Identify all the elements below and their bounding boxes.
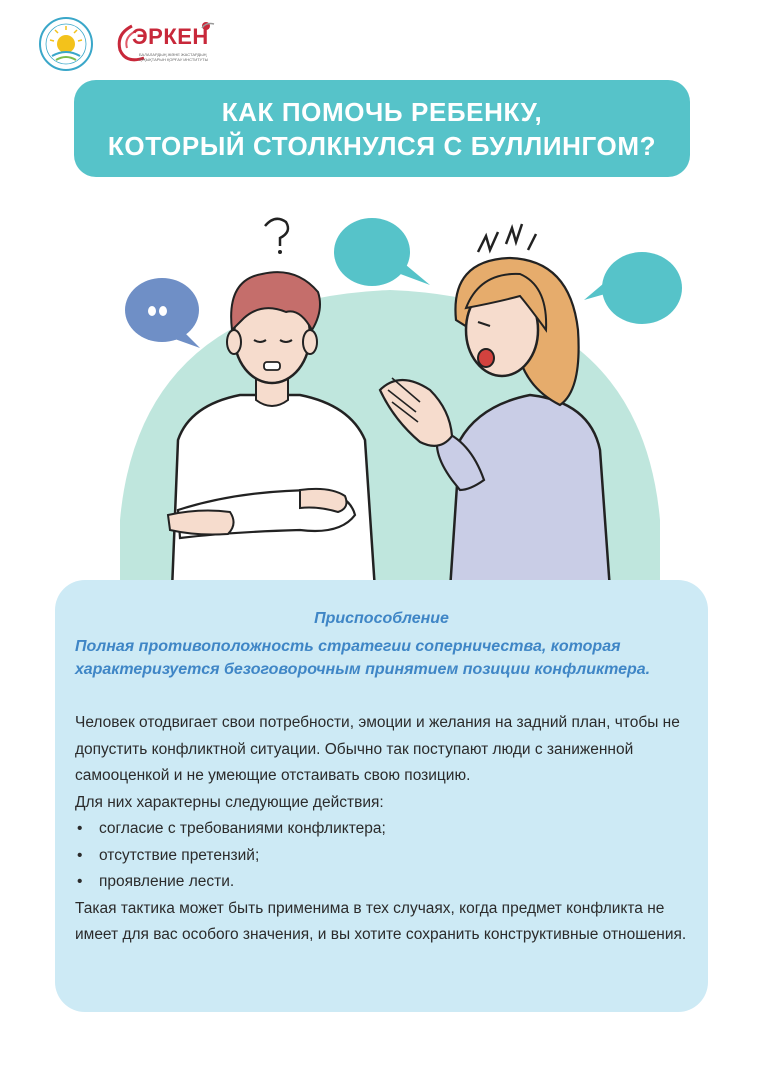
question-mark-icon xyxy=(265,219,288,246)
list-item xyxy=(75,869,700,896)
content-box xyxy=(55,580,708,1012)
bullet-icon: • xyxy=(77,846,83,864)
content-heading: Приспособление xyxy=(314,610,449,627)
bullet-icon: • xyxy=(77,820,83,837)
content-body xyxy=(75,710,700,949)
content-lead: Полная противоположность стратегии соперничества, которая характеризуется безоговорочным принятием позиции конфликтера. xyxy=(75,638,651,678)
conflict-illustration xyxy=(0,190,763,590)
erken-brand-text: ЭРКЕН xyxy=(132,24,209,49)
list-item xyxy=(75,816,700,843)
bullet-icon: • xyxy=(77,873,83,890)
bullet-list xyxy=(75,816,700,896)
speech-bubble-center-icon xyxy=(334,218,430,286)
list-item-text: согласие с требованиями конфликтера; xyxy=(99,820,386,837)
title-banner xyxy=(74,80,690,177)
title-line-1: КАК ПОМОЧЬ РЕБЕНКУ, xyxy=(221,96,543,127)
list-item xyxy=(75,843,700,870)
speech-bubble-right-icon xyxy=(584,252,682,324)
list-item-text: проявление лести. xyxy=(99,873,235,890)
speech-bubble-left-icon xyxy=(125,278,200,348)
paragraph-2: Для них характерны следующие действия: xyxy=(75,793,384,811)
erken-subtitle: БАЛАЛАРДЫҢ ЖӘНЕ ЖАСТАРДЫҢ ҚҰҚЫҚТАРЫН ҚОРҒАУ ИНСТИТУТЫ xyxy=(139,52,209,62)
list-item-text: отсутствие претензий; xyxy=(99,846,260,864)
anger-lines-icon xyxy=(478,224,536,252)
sun-emblem-logo xyxy=(38,16,94,72)
paragraph-3: Такая тактика может быть применима в тех случаях, когда предмет конфликта не имеет для вас особого значения, и вы хотите сохранить конструктивные отношения. xyxy=(75,899,687,943)
paragraph-1: Человек отодвигает свои потребности, эмоции и желания на задний план, чтобы не допустить конфликтной ситуации. Обычно так поступают люди с заниженной самооценкой и не умеющие отстаивать свою позицию. xyxy=(75,714,680,784)
title-line-2: КОТОРЫЙ СТОЛКНУЛСЯ С БУЛЛИНГОМ? xyxy=(107,130,657,161)
